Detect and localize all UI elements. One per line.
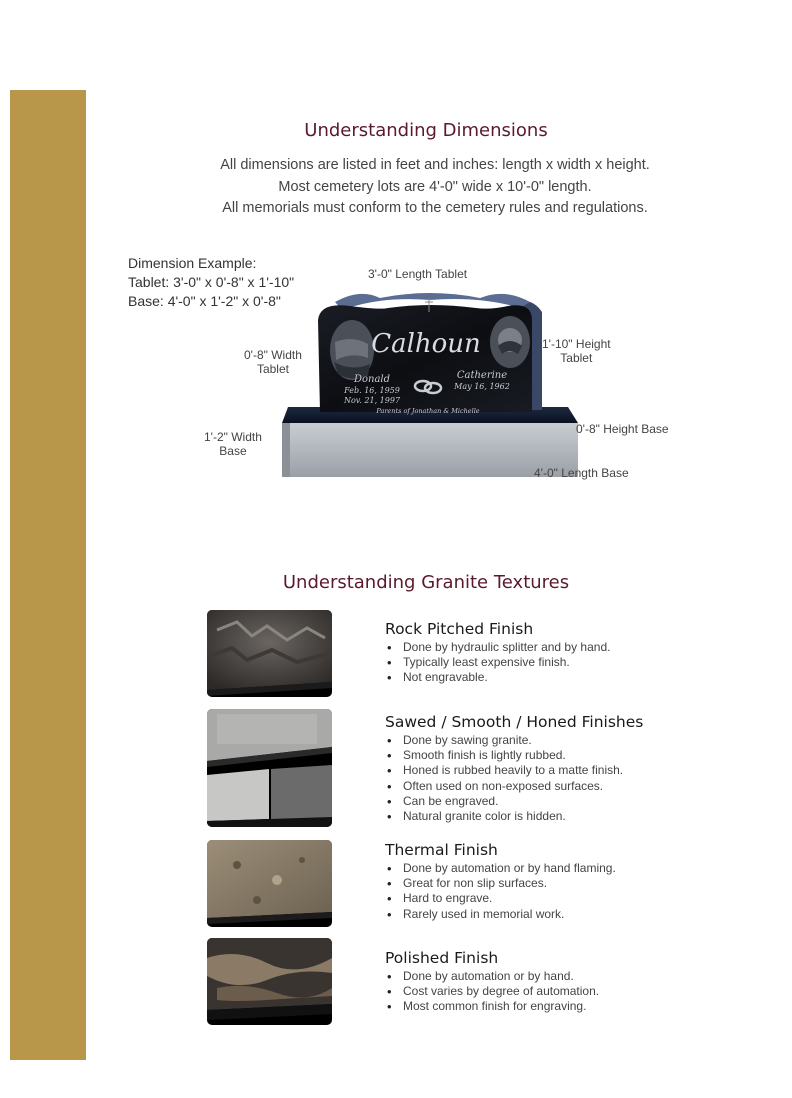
texture-heading: Rock Pitched Finish (385, 620, 534, 638)
texture-thermal (385, 841, 685, 922)
label-width-tablet (244, 348, 302, 376)
textures-title: Understanding Granite Textures (282, 572, 570, 593)
texture-heading: Sawed / Smooth / Honed Finishes (385, 713, 644, 731)
polished-image (207, 938, 332, 1025)
texture-bullet: • Often used on non-exposed surfaces. (385, 779, 685, 794)
texture-heading: Thermal Finish (385, 841, 498, 859)
texture-bullet: • Great for non slip surfaces. (385, 876, 685, 891)
texture-bullet: • Natural granite color is hidden. (385, 809, 685, 824)
texture-bullet: • Done by hydraulic splitter and by hand. (385, 640, 685, 655)
texture-bullet: • Can be engraved. (385, 794, 685, 809)
example-heading: Dimension Example: (128, 255, 257, 271)
monument-illustration (280, 280, 600, 490)
monument-family-name: Calhoun (371, 329, 481, 359)
dimensions-intro (140, 155, 730, 220)
label-height-tablet (542, 337, 611, 365)
texture-bullet: • Done by automation or by hand. (385, 969, 685, 984)
label-line: 0'-8" Width (244, 348, 302, 362)
texture-polished (385, 949, 685, 1015)
monument-right-name: Catherine (456, 370, 508, 381)
intro-line: All dimensions are listed in feet and inches: length x width x height. (220, 157, 650, 173)
monument-right-date: May 16, 1962 (454, 382, 510, 391)
label-line: Tablet (560, 351, 593, 365)
texture-bullet: • Honed is rubbed heavily to a matte finish. (385, 763, 685, 778)
texture-bullet: • Hard to engrave. (385, 891, 685, 906)
label-width-base (204, 430, 262, 458)
texture-bullet: • Rarely used in memorial work. (385, 907, 685, 922)
label-line: Base (219, 444, 247, 458)
texture-bullet: • Done by sawing granite. (385, 733, 685, 748)
texture-bullet: • Smooth finish is lightly rubbed. (385, 748, 685, 763)
monument-left-name: Donald (353, 374, 391, 385)
monument-left-date: Nov. 21, 1997 (343, 396, 401, 405)
example-tablet: Tablet: 3'-0" x 0'-8" x 1'-10" (128, 274, 295, 290)
texture-bullet: • Cost varies by degree of automation. (385, 984, 685, 999)
texture-heading: Polished Finish (385, 949, 499, 967)
texture-bullet: • Done by automation or by hand flaming. (385, 861, 685, 876)
monument-footer: Parents of Jonathan & Michelle (376, 407, 480, 415)
example-base: Base: 4'-0" x 1'-2" x 0'-8" (128, 293, 281, 309)
label-height-base: 0'-8" Height Base (576, 422, 669, 436)
texture-bullet: • Not engravable. (385, 670, 685, 685)
label-length-base: 4'-0" Length Base (534, 466, 629, 480)
texture-bullet: • Most common finish for engraving. (385, 999, 685, 1014)
monument-left-date: Feb. 16, 1959 (344, 386, 400, 395)
dimension-example (128, 254, 294, 311)
thermal-image (207, 840, 332, 927)
sawed-smooth-honed-image (207, 709, 332, 827)
label-length-tablet: 3'-0" Length Tablet (368, 267, 468, 281)
dimensions-title: Understanding Dimensions (304, 120, 548, 141)
intro-line: All memorials must conform to the cemetery rules and regulations. (222, 200, 648, 216)
texture-sawed-smooth-honed (385, 713, 685, 824)
rock-pitched-image (207, 610, 332, 697)
label-line: 1'-2" Width (204, 430, 262, 444)
texture-rock-pitched (385, 620, 685, 686)
label-line: Tablet (256, 362, 289, 376)
texture-bullet: • Typically least expensive finish. (385, 655, 685, 670)
intro-line: Most cemetery lots are 4'-0" wide x 10'-0" length. (278, 178, 592, 195)
label-line: 1'-10" Height (542, 337, 611, 351)
